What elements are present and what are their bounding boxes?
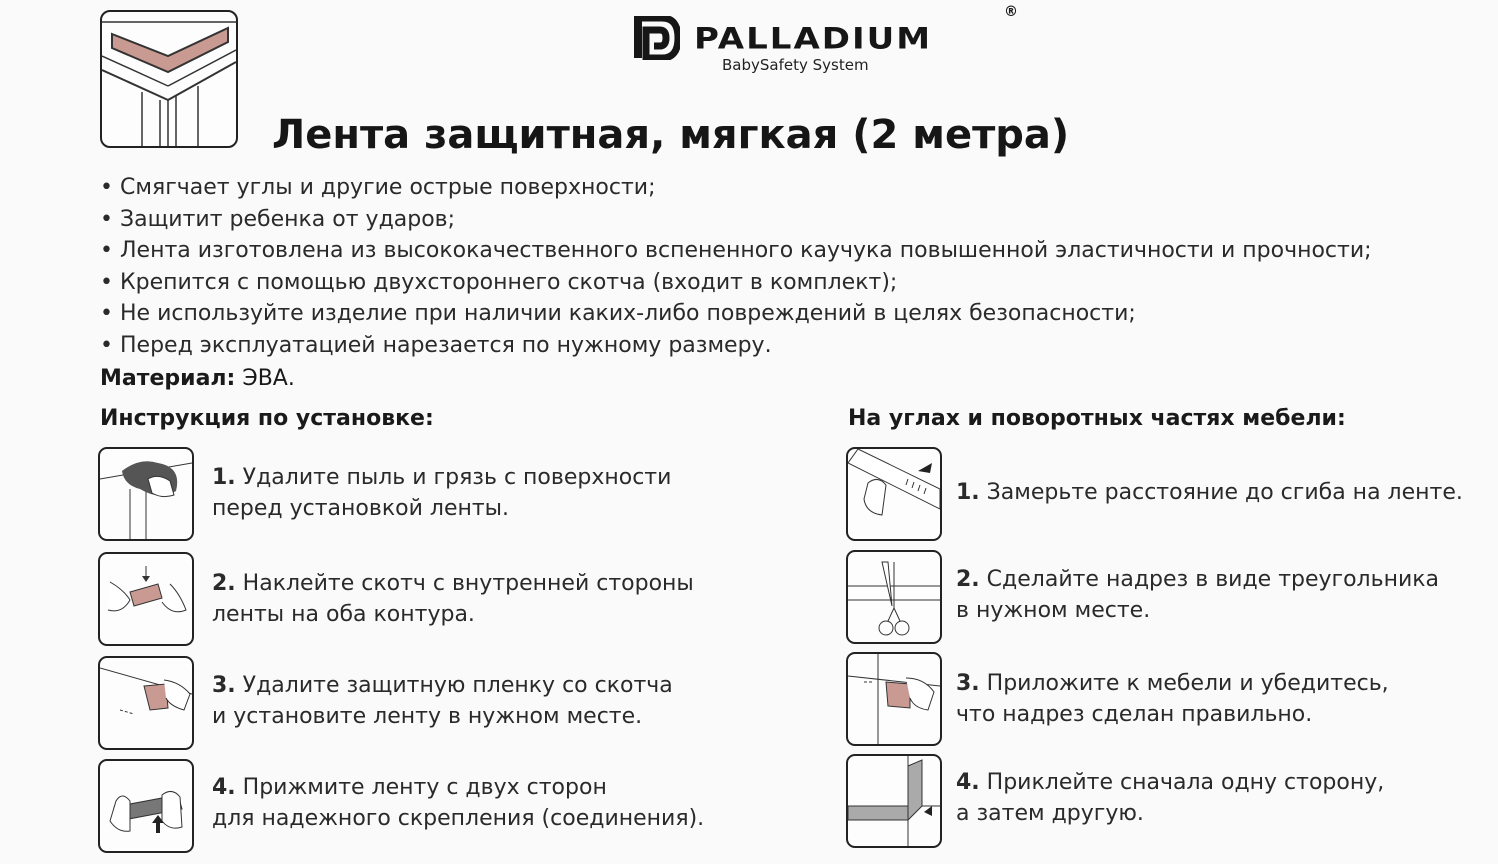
- feature-item: • Лента изготовлена из высококачественного вспененного каучука повышенной эластичности и прочности;: [100, 235, 1372, 267]
- scissors-cut-icon: [846, 550, 942, 644]
- corner-guard-icon: [102, 12, 236, 146]
- feature-item: • Защитит ребенка от ударов;: [100, 204, 1372, 236]
- install-step-1: 1. Удалите пыль и грязь с поверхности перед установкой ленты.: [212, 465, 672, 521]
- material-line: [100, 366, 295, 391]
- feature-item: • Смягчает углы и другие острые поверхности;: [100, 172, 1372, 204]
- corner-step-3: 3. Приложите к мебели и убедитесь, что надрез сделан правильно.: [956, 671, 1389, 727]
- install-step-4: 4. Прижмите ленту с двух сторон для надежного скрепления (соединения).: [212, 775, 705, 831]
- corner-step-4: 4. Приклейте сначала одну сторону, а затем другую.: [956, 770, 1385, 826]
- material-value: ЭВА.: [235, 366, 295, 391]
- bullet-icon: •: [100, 206, 113, 232]
- product-corner-image: [100, 10, 238, 148]
- install-step-3: 3. Удалите защитную пленку со скотча и установите ленту в нужном месте.: [212, 673, 673, 729]
- brand-name: PALLADIUM: [694, 22, 933, 56]
- bullet-icon: •: [100, 238, 113, 263]
- corner-step-1: 1. Замерьте расстояние до сгиба на ленте.: [956, 480, 1463, 505]
- feature-item: • Крепится с помощью двухстороннего скотча (входит в комплект);: [100, 267, 1372, 299]
- feature-list: [100, 172, 1372, 361]
- wipe-surface-icon: [98, 447, 194, 541]
- corner-step-2: 2. Сделайте надрез в виде треугольника в нужном месте.: [956, 567, 1440, 623]
- corners-heading: На углах и поворотных частях мебели:: [848, 406, 1346, 431]
- check-fit-icon: [846, 652, 942, 746]
- palladium-pd-icon: [632, 16, 680, 60]
- registered-mark: ®: [1004, 4, 1018, 20]
- installation-heading: Инструкция по установке:: [100, 406, 434, 431]
- brand-subtitle: BabySafety System: [722, 56, 869, 74]
- bullet-icon: •: [100, 175, 113, 200]
- page-title: Лента защитная, мягкая (2 метра): [272, 112, 1070, 158]
- install-step-2: 2. Наклейте скотч с внутренней стороны ленты на оба контура.: [212, 571, 694, 627]
- bullet-icon: •: [100, 332, 113, 358]
- feature-item: • Перед эксплуатацией нарезается по нужному размеру.: [100, 330, 1372, 362]
- place-strip-icon: [98, 656, 194, 750]
- brand-logo: [632, 4, 1018, 78]
- measure-icon: [846, 447, 942, 541]
- bullet-icon: •: [100, 301, 113, 326]
- material-label: Материал:: [100, 366, 236, 391]
- press-strip-icon: [98, 759, 194, 853]
- apply-tape-icon: [98, 552, 194, 646]
- stick-sides-icon: [846, 754, 942, 848]
- bullet-icon: •: [100, 269, 113, 295]
- feature-item: • Не используйте изделие при наличии каких-либо повреждений в целях безопасности;: [100, 298, 1372, 330]
